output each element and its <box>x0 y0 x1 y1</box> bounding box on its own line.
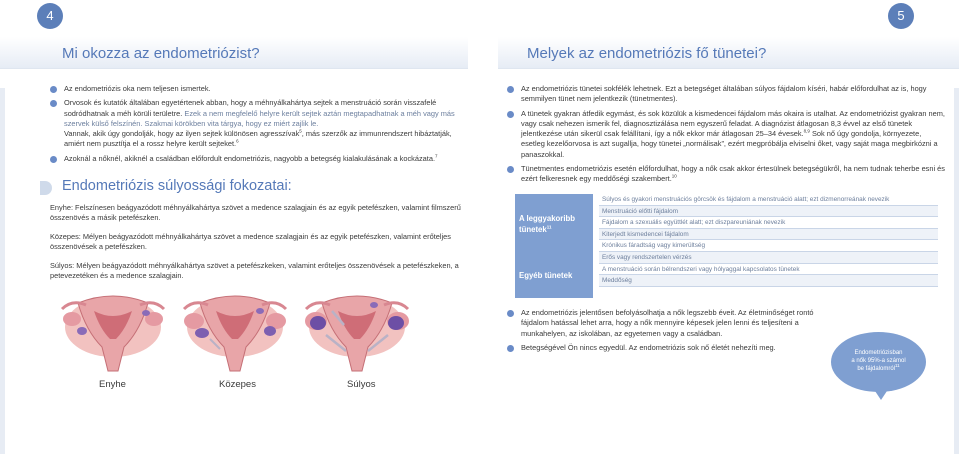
left-title-band <box>0 37 468 69</box>
other-symptoms-label: Egyéb tünetek <box>515 253 593 298</box>
left-page-title: Mi okozza az endometriózist? <box>62 45 260 62</box>
page-number-left: 4 <box>37 3 63 29</box>
table-row: Súlyos és gyakori menstruációs görcsök és fájdalom a menstruáció alatt; ezt dizmenorreának nevezik <box>599 194 938 206</box>
list-item: Orvosok és kutatók általában egyetértenek abban, hogy a méhnyálkahártya sejtek a menstruáció során visszafelé sodródhatnak a méh körüli területre. Ezek a nem megfelelő helyre került sejtek aztán megtapadhatnak a méh vagy más szervek külső felszínén. Szakmai körökben vita tárgya, hogy ez miért zajlik le. <box>50 98 470 129</box>
pain-statistic-callout: Endometriózisban a nők 95%-a számol be fájdalomról$^{11}$ <box>831 332 926 392</box>
bullet-dot-icon <box>50 86 57 93</box>
list-item: Tünetmentes endometriózis esetén előfordulhat, hogy a nők csak akkor értesülnek betegségükről, ha nem tudnak teherbe esni és ezért felkeresnek egy meddőségi szakembert.$^{10}$ <box>507 164 947 185</box>
right-title-band <box>498 37 959 69</box>
right-page-title: Melyek az endometriózis fő tünetei? <box>527 45 767 62</box>
severity-heading <box>40 176 470 200</box>
symptoms-table <box>515 194 938 298</box>
table-row: A menstruáció során bélrendszeri vagy hólyaggal kapcsolatos tünetek <box>599 264 938 276</box>
caption-severe: Súlyos <box>347 379 376 390</box>
table-row: Menstruáció előtti fájdalom <box>599 206 938 218</box>
list-item: Az endometriózis jelentősen befolyásolhatja a nők legszebb éveit. Az életminőséget rontó fájdalom hatással lehet arra, hogy a nők mennyire képesek jelen lenni és teljesíteni a munkahelyen, az iskolában, az egyetemen vagy a családban. <box>507 308 825 339</box>
heading-marker <box>40 181 52 195</box>
uterus-severe-image <box>302 291 412 373</box>
table-row: Kiterjedt kismedencei fájdalom <box>599 229 938 241</box>
left-bullet-list <box>50 84 470 168</box>
list-item: Az endometriózis tünetei sokfélék lehetnek. Ezt a betegséget általában súlyos fájdalom kíséri, habár előfordulhat az is, hogy semmilyen tünet nem jelentkezik (tünetmentes). <box>507 84 947 105</box>
bullet-dot-icon <box>50 156 57 163</box>
bullet-dot-icon <box>507 111 514 118</box>
common-symptoms-label: A leggyakoribb tünetek$^{11}$ <box>515 194 593 253</box>
symptoms-bullet-list <box>507 84 947 189</box>
bullet-dot-icon <box>50 100 57 107</box>
list-item: Betegségével Ön nincs egyedül. Az endometriózis sok nő életét nehezíti meg. <box>507 343 825 353</box>
list-item: Az endometriózis oka nem teljesen ismertek. <box>50 84 470 94</box>
bullet-dot-icon <box>507 86 514 93</box>
severity-severe: Súlyos: Mélyen beágyazódott méhnyálkahártya szövet a petefészkeken, valamint erőteljes összenövések a petefészkeken, a petevezetéken és a medence szalagjain. <box>50 260 459 281</box>
symptom-rows <box>599 194 938 287</box>
severity-moderate: Közepes: Mélyen beágyazódott méhnyálkahártya szövet a medence szalagjain és az egyik petefészken, valamint erőteljes összenövések a petefészken. <box>50 231 451 252</box>
uterus-mild-image <box>58 291 168 373</box>
right-edge-bar <box>954 88 959 454</box>
list-item: A tünetek gyakran átfedik egymást, és sok közülük a kismedencei fájdalom más okaira is utalhat. Az endometriózist gyakran nem, vagy csak nehezen ismerik fel, diagnosztizálása nem egyszerű feladat. A diagnózist átlagosan 8,3 évvel az első tünetek jelentkezése után sikerül csak felállítani, így a nők ekkor már átlagosan 25–34 évesek.$^{8,9}$ Sok nő úgy gondolja, környezete, esetleg kezelőorvosa is azt sugallja, hogy tünetei „normálisak”, ezért megpróbálja elviselni őket, vagy saját maga megbirkózni a panaszokkal. <box>507 109 947 160</box>
table-row: Meddőség <box>599 275 938 287</box>
table-row: Krónikus fáradtság vagy kimerültség <box>599 240 938 252</box>
bullet-dot-icon <box>507 310 514 317</box>
list-item: Azoknál a nőknél, akiknél a családban előfordult endometriózis, nagyobb a betegség kialakulásának a kockázata.$^7$ <box>50 154 470 164</box>
uterus-moderate-image <box>180 291 290 373</box>
caption-moderate: Közepes <box>219 379 256 390</box>
page-number-right: 5 <box>888 3 914 29</box>
left-edge-bar <box>0 88 5 454</box>
impact-bullet-list <box>507 308 825 357</box>
list-item: Vannak, akik úgy gondolják, hogy az ilyen sejtek különösen agresszívak$^5$, más szerzők az immunrendszert hibáztatják, amiért nem pusztítja el a rossz helyre került sejteket.$^6$ <box>64 128 452 149</box>
caption-mild: Enyhe <box>99 379 126 390</box>
severity-descriptions <box>50 203 470 289</box>
severity-mild: Enyhe: Felszínesen beágyazódott méhnyálkahártya szövet a medence szalagjain és az egyik petefészken, valamint filmszerű összenövés a másik petefészken. <box>50 203 461 223</box>
table-row: Erős vagy rendszertelen vérzés <box>599 252 938 264</box>
severity-heading-text: Endometriózis súlyossági fokozatai: <box>62 178 292 194</box>
bullet-dot-icon <box>507 345 514 352</box>
table-row: Fájdalom a szexuális együttlét alatt; ezt diszpareuniának nevezik <box>599 217 938 229</box>
bullet-dot-icon <box>507 166 514 173</box>
uterus-illustrations <box>58 291 412 373</box>
right-page <box>480 0 959 464</box>
